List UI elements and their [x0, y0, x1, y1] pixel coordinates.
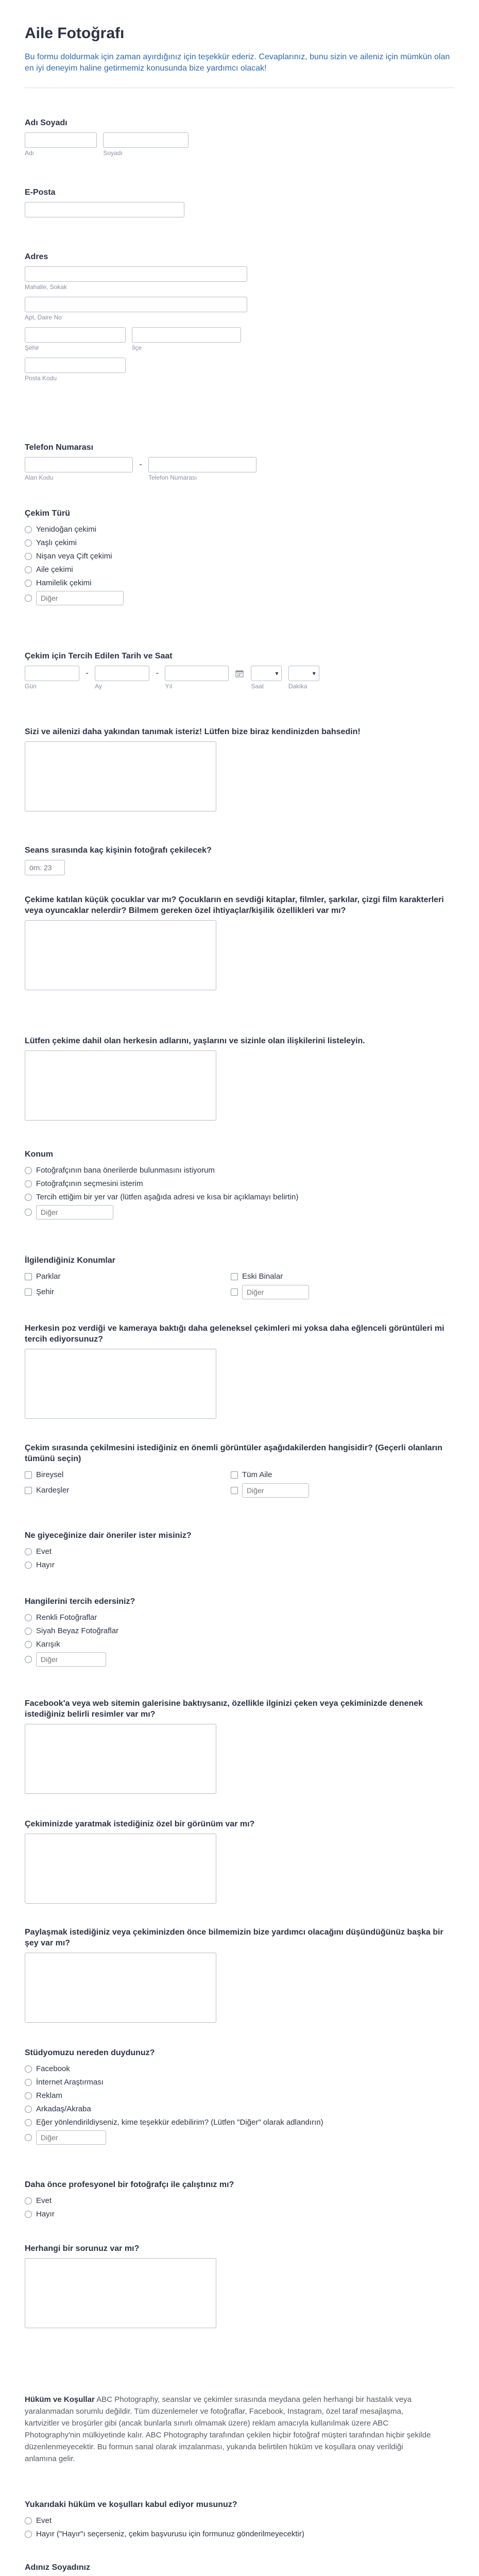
chevron-down-icon: ▾: [275, 670, 279, 677]
photo-count-input[interactable]: [25, 860, 65, 875]
city-input[interactable]: [25, 327, 126, 343]
checkbox-icon[interactable]: [231, 1471, 238, 1479]
shoot-type-question: [25, 508, 454, 606]
worked-before-option[interactable]: [25, 2208, 454, 2221]
option-label: Yenidoğan çekimi: [36, 525, 97, 534]
terms-text: ABC Photography, seanslar ve çekimler sırasında meydana gelen herhangi bir hastalık veya yaralanmadan sorumlu değildir. Tüm düzenlemeler ve fotoğraflar, Facebook, Instagram, özel taraf mesajlaşma, kartvizitler ve broşürler gibi (ancak bunlarla sınırlı olmamak üzere) reklam amacıyla kullanılmak üzere ABC Photography'nin mülkiyetinde kalır. ABC Photography tarafından çekilen hiçbir fotoğraf müşteri tarafından hiçbir şekilde düzenlenmeyecektir. Bu formun sanal olarak imzalanması, yukarıda belirtilen hüküm ve koşullara onay verildiği anlamına gelir.: [25, 2395, 431, 2463]
shoot-type-option[interactable]: [25, 536, 454, 550]
radio-icon[interactable]: [25, 1656, 32, 1663]
location-label: Konum: [25, 1150, 54, 1159]
radio-icon[interactable]: [25, 2079, 32, 2086]
referral-label: Stüdyomuzu nereden duydunuz?: [25, 2048, 155, 2057]
last-name-sub: Soyadı: [103, 149, 123, 157]
radio-icon[interactable]: [25, 2134, 32, 2141]
street-input[interactable]: [25, 266, 247, 282]
name-label: Adı Soyadı: [25, 118, 67, 127]
location-option[interactable]: [25, 1191, 454, 1204]
terms-heading: Hüküm ve Koşullar: [25, 2395, 95, 2404]
checkbox-icon[interactable]: [231, 1289, 238, 1296]
email-input[interactable]: [25, 202, 184, 217]
important-shots-question: [25, 1443, 454, 1499]
radio-icon[interactable]: [25, 2517, 32, 2524]
shoot-type-option[interactable]: [25, 563, 454, 577]
traditional-poses-textarea[interactable]: [25, 1349, 216, 1419]
anything-else-question: [25, 1927, 454, 2023]
photo-style-other-option[interactable]: [25, 1651, 454, 1668]
radio-icon[interactable]: [25, 2092, 32, 2099]
option-label: Yaşlı çekimi: [36, 538, 77, 547]
preferred-datetime-question: [25, 651, 454, 690]
radio-icon[interactable]: [25, 595, 32, 602]
option-label: Fotoğrafçının bana önerilerde bulunmasını istiyorum: [36, 1166, 215, 1175]
option-label: Tüm Aile: [242, 1470, 272, 1479]
outfit-advice-option[interactable]: [25, 1558, 454, 1572]
pref-hour-select[interactable]: [251, 666, 282, 681]
kids-interests-label: Çekime katılan küçük çocuklar var mı? Çocukların en sevdiği kitaplar, filmler, şarkılar, çizgi film karakterleri veya oyuncaklar nelerdir? Bilmem gereken özel ihtiyaçlar/kişilik özellikleri var mı?: [25, 895, 444, 915]
option-label: İnternet Araştırması: [36, 2078, 104, 2087]
option-label: Evet: [36, 2196, 52, 2205]
interested-locations-label: İlgilendiğiniz Konumlar: [25, 1256, 115, 1265]
shoot-type-option[interactable]: [25, 577, 454, 590]
checkbox-icon[interactable]: [231, 1273, 238, 1280]
checkbox-icon[interactable]: [231, 1487, 238, 1494]
questions-textarea[interactable]: [25, 2258, 216, 2328]
radio-icon[interactable]: [25, 2065, 32, 2073]
photo-style-other-input[interactable]: [36, 1652, 106, 1667]
pref-minute-select[interactable]: [288, 666, 319, 681]
pref-day-sub: Gün: [25, 683, 37, 690]
referral-other-input[interactable]: [36, 2130, 106, 2145]
location-question: [25, 1149, 454, 1221]
photo-style-option[interactable]: [25, 1638, 454, 1651]
email-question: [25, 187, 454, 217]
worked-before-option[interactable]: [25, 2194, 454, 2208]
terms-text-block: [25, 2394, 432, 2465]
city-sub: Şehir: [25, 344, 40, 351]
questions-question: [25, 2243, 454, 2328]
signature-question: [25, 2562, 454, 2576]
worked-before-label: Daha önce profesyonel bir fotoğrafçı ile çalıştınız mı?: [25, 2180, 234, 2189]
option-label: Siyah Beyaz Fotoğraflar: [36, 1626, 119, 1635]
radio-icon[interactable]: [25, 1180, 32, 1188]
interested-location-option[interactable]: [231, 1270, 309, 1283]
radio-icon[interactable]: [25, 1209, 32, 1216]
location-option[interactable]: [25, 1164, 454, 1177]
street-sub: Mahalle, Sokak: [25, 283, 67, 291]
facebook-gallery-question: [25, 1698, 454, 1794]
option-label: Karışık: [36, 1640, 60, 1649]
facebook-gallery-textarea[interactable]: [25, 1724, 216, 1794]
option-label: Hamilelik çekimi: [36, 579, 92, 587]
option-label: Fotoğrafçının seçmesini isterim: [36, 1179, 143, 1188]
outfit-advice-question: [25, 1530, 454, 1572]
area-code-sub: Alan Kodu: [25, 474, 54, 481]
radio-icon[interactable]: [25, 1641, 32, 1648]
radio-icon[interactable]: [25, 1614, 32, 1621]
checkbox-icon[interactable]: [25, 1471, 32, 1479]
radio-icon[interactable]: [25, 2197, 32, 2205]
apt-input[interactable]: [25, 297, 247, 312]
calendar-icon[interactable]: [235, 669, 244, 677]
option-label: Hayır: [36, 1561, 55, 1569]
option-label: Kardeşler: [36, 1486, 70, 1495]
phone-number-input[interactable]: [148, 457, 256, 472]
radio-icon[interactable]: [25, 1628, 32, 1635]
date-separator: -: [85, 669, 89, 677]
pref-month-sub: Ay: [95, 683, 102, 690]
accept-terms-option[interactable]: [25, 2514, 454, 2528]
kids-interests-textarea[interactable]: [25, 920, 216, 990]
radio-icon[interactable]: [25, 1194, 32, 1201]
important-shot-other-option[interactable]: [231, 1482, 309, 1499]
radio-icon[interactable]: [25, 2119, 32, 2126]
phone-separator: -: [139, 460, 142, 469]
shoot-type-option[interactable]: [25, 523, 454, 536]
phone-label: Telefon Numarası: [25, 443, 94, 452]
accept-terms-option[interactable]: [25, 2528, 454, 2541]
referral-option[interactable]: [25, 2116, 454, 2129]
referral-option[interactable]: [25, 2076, 454, 2089]
option-label: Parklar: [36, 1272, 61, 1281]
zip-sub: Posta Kodu: [25, 375, 57, 382]
option-label: Hayır: [36, 2210, 55, 2218]
option-label: Reklam: [36, 2091, 62, 2100]
referral-option[interactable]: [25, 2062, 454, 2076]
radio-icon[interactable]: [25, 566, 32, 573]
interested-locations-question: [25, 1255, 454, 1301]
option-label: Eğer yönlendirildiyseniz, kime teşekkür edebilirim? (Lütfen "Diğer" olarak adlandırın): [36, 2118, 323, 2127]
shoot-type-other-input[interactable]: [36, 591, 124, 605]
state-sub: İlçe: [132, 344, 142, 351]
address-question: [25, 251, 454, 382]
option-label: Facebook: [36, 2064, 70, 2073]
anything-else-label: Paylaşmak istediğiniz veya çekiminizden önce bilmemizin bize yardımcı olacağını düşündüğünüz başka bir şey var mı?: [25, 1928, 443, 1947]
location-other-input[interactable]: [36, 1205, 113, 1219]
address-label: Adres: [25, 252, 48, 261]
checkbox-icon[interactable]: [25, 1273, 32, 1280]
interested-location-other-option[interactable]: [231, 1283, 309, 1301]
option-label: Nişan veya Çift çekimi: [36, 552, 112, 561]
referral-option[interactable]: [25, 2103, 454, 2116]
pref-year-input[interactable]: [165, 666, 229, 681]
referral-option[interactable]: [25, 2089, 454, 2103]
location-option[interactable]: [25, 1177, 454, 1191]
special-look-question: [25, 1819, 454, 1904]
pref-day-input[interactable]: [25, 666, 79, 681]
option-label: Arkadaş/Akraba: [36, 2105, 91, 2113]
form-description: Bu formu doldurmak için zaman ayırdığınız için teşekkür ederiz. Cevaplarınız, bunu sizin ve aileniz için mümkün olan en iyi deneyim haline getirmemiz konusunda bize yardımcı olacak!: [25, 53, 450, 73]
signature-label: Adınız Soyadınız: [25, 2563, 91, 2572]
about-family-question: [25, 726, 454, 811]
radio-icon[interactable]: [25, 553, 32, 560]
option-label: Eski Binalar: [242, 1272, 283, 1281]
radio-icon[interactable]: [25, 2106, 32, 2113]
photo-count-question: [25, 845, 454, 875]
interested-location-other-input[interactable]: [242, 1285, 309, 1299]
option-label: Bireysel: [36, 1470, 64, 1479]
outfit-advice-option[interactable]: [25, 1545, 454, 1558]
state-input[interactable]: [132, 327, 241, 343]
accept-terms-question: [25, 2499, 454, 2541]
photo-count-label: Seans sırasında kaç kişinin fotoğrafı çekilecek?: [25, 846, 212, 855]
important-shots-label: Çekim sırasında çekilmesini istediğiniz en önemli görüntüler aşağıdakilerden hangisidir? (Geçerli olanların tümünü seçin): [25, 1444, 442, 1463]
facebook-gallery-label: Facebook'a veya web sitemin galerisine baktıysanız, özellikle ilginizi çeken veya çekiminizde denenek istediğiniz belirli resimler var mı?: [25, 1699, 423, 1719]
radio-icon[interactable]: [25, 1548, 32, 1555]
questions-label: Herhangi bir sorunuz var mı?: [25, 2244, 140, 2253]
outfit-advice-label: Ne giyeceğinize dair öneriler ister misiniz?: [25, 1531, 192, 1540]
apt-sub: Apt, Daire No: [25, 314, 62, 321]
important-shot-option[interactable]: [231, 1468, 309, 1482]
photo-style-label: Hangilerini tercih edersiniz?: [25, 1597, 135, 1606]
zip-input[interactable]: [25, 358, 126, 373]
first-name-input[interactable]: [25, 132, 97, 148]
shoot-type-other-option[interactable]: [25, 590, 454, 606]
about-family-textarea[interactable]: [25, 741, 216, 811]
traditional-poses-label: Herkesin poz verdiği ve kameraya baktığı daha geleneksel çekimleri mi yoksa daha eğlenceli görüntüleri mi tercih ediyorsunuz?: [25, 1324, 444, 1344]
radio-icon[interactable]: [25, 539, 32, 547]
shoot-type-label: Çekim Türü: [25, 509, 71, 518]
option-label: Hayır ("Hayır"ı seçerseniz, çekim başvurusu için formunuz gönderilmeyecektir): [36, 2530, 304, 2538]
special-look-textarea[interactable]: [25, 1834, 216, 1904]
name-question: [25, 117, 454, 157]
traditional-poses-question: [25, 1323, 454, 1419]
pref-month-input[interactable]: [95, 666, 149, 681]
about-family-label: Sizi ve ailenizi daha yakından tanımak isteriz! Lütfen bize biraz kendinizden bahsedin!: [25, 727, 361, 736]
participants-label: Lütfen çekime dahil olan herkesin adlarını, yaşlarını ve sizinle olan ilişkilerini listeleyin.: [25, 1037, 365, 1045]
option-label: Şehir: [36, 1287, 55, 1296]
terms-block: [25, 2394, 454, 2465]
form-title: Aile Fotoğrafı: [25, 25, 125, 42]
special-look-label: Çekiminizde yaratmak istediğiniz özel bir görünüm var mı?: [25, 1820, 255, 1828]
preferred-datetime-label: Çekim için Tercih Edilen Tarih ve Saat: [25, 652, 173, 660]
first-name-sub: Adı: [25, 149, 35, 157]
option-label: Aile çekimi: [36, 565, 73, 574]
radio-icon[interactable]: [25, 2211, 32, 2218]
chevron-down-icon: ▾: [312, 670, 316, 677]
pref-year-sub: Yıl: [165, 683, 173, 690]
radio-icon[interactable]: [25, 580, 32, 587]
checkbox-icon[interactable]: [25, 1289, 32, 1296]
email-label: E-Posta: [25, 188, 56, 197]
photo-style-question: [25, 1596, 454, 1668]
option-label: Evet: [36, 1547, 52, 1556]
option-label: Evet: [36, 2516, 52, 2525]
kids-interests-question: [25, 894, 454, 990]
checkbox-icon[interactable]: [25, 1487, 32, 1494]
photo-style-option[interactable]: [25, 1611, 454, 1624]
last-name-input[interactable]: [103, 132, 189, 148]
anything-else-textarea[interactable]: [25, 1953, 216, 2023]
radio-icon[interactable]: [25, 2531, 32, 2538]
important-shot-other-input[interactable]: [242, 1483, 309, 1498]
referral-other-option[interactable]: [25, 2129, 454, 2146]
phone-number-sub: Telefon Numarası: [148, 474, 197, 481]
pref-minute-sub: Dakika: [288, 683, 307, 690]
pref-hour-sub: Saat: [251, 683, 264, 690]
area-code-input[interactable]: [25, 457, 133, 472]
location-other-option[interactable]: [25, 1204, 454, 1221]
shoot-type-option[interactable]: [25, 550, 454, 563]
accept-terms-label: Yukarıdaki hüküm ve koşulları kabul ediyor musunuz?: [25, 2500, 237, 2509]
date-separator: -: [156, 669, 159, 677]
participants-textarea[interactable]: [25, 1050, 216, 1121]
worked-before-question: [25, 2179, 454, 2221]
option-label: Tercih ettiğim bir yer var (lütfen aşağıda adresi ve kısa bir açıklamayı belirtin): [36, 1193, 299, 1201]
radio-icon[interactable]: [25, 526, 32, 533]
photo-style-option[interactable]: [25, 1624, 454, 1638]
phone-question: [25, 442, 454, 481]
participants-question: [25, 1036, 454, 1121]
referral-question: [25, 2047, 454, 2146]
radio-icon[interactable]: [25, 1562, 32, 1569]
radio-icon[interactable]: [25, 1167, 32, 1174]
option-label: Renkli Fotoğraflar: [36, 1613, 97, 1622]
